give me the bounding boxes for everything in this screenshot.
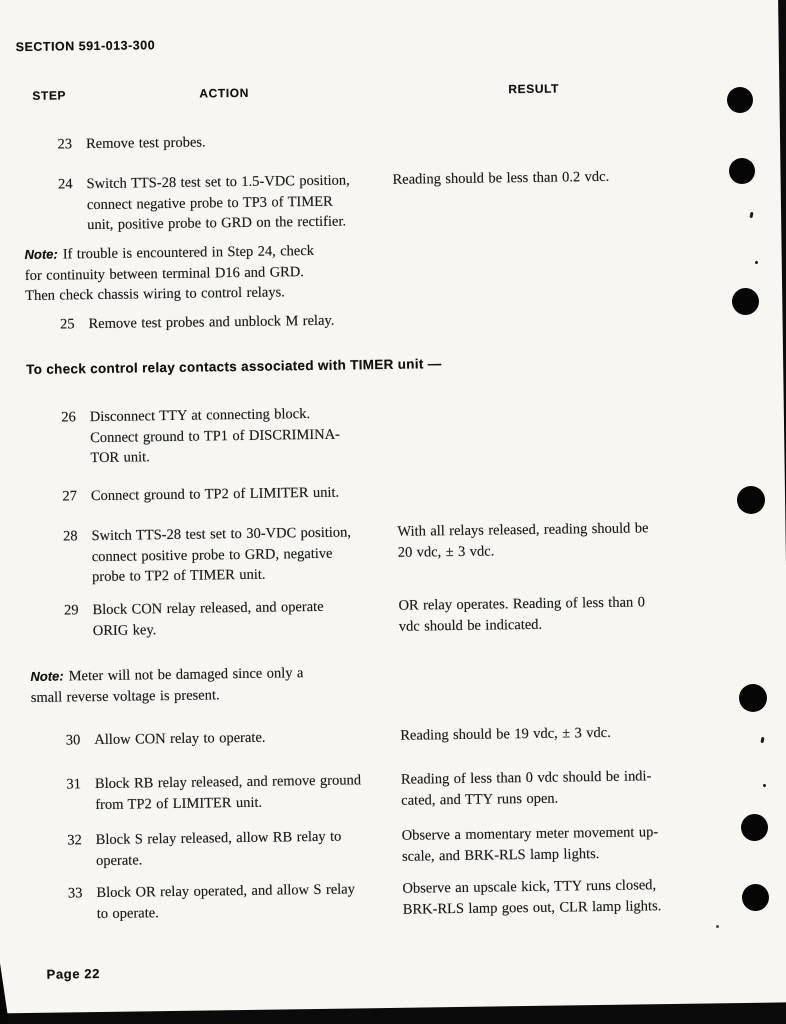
step-action: Connect ground to TP2 of LIMITER unit. — [90, 484, 340, 505]
step-number: 24 — [57, 176, 73, 193]
step-action: Block S relay released, allow RB relay to operate. — [95, 828, 342, 869]
note — [30, 662, 393, 708]
step-action: Block CON relay released, and operate ORIG key. — [92, 598, 324, 639]
step-result: Reading should be less than 0.2 vdc. — [392, 168, 610, 188]
step-number: 30 — [65, 732, 81, 749]
column-header-result: RESULT — [508, 81, 560, 97]
table-row — [4, 764, 786, 813]
step-number: 23 — [57, 136, 73, 153]
step-action: Remove test probes. — [85, 134, 206, 153]
note-text: Meter will not be damaged since only a small reverse voltage is present. — [30, 665, 304, 706]
note-label: Note: — [30, 668, 64, 684]
step-result: Observe a momentary meter movement up- scale, and BRK-RLS lamp lights. — [401, 824, 659, 865]
step-action: Allow CON relay to operate. — [94, 729, 266, 749]
step-action: Block OR relay operated, and allow S relay to operate. — [96, 881, 356, 922]
step-result: Reading should be 19 vdc, ± 3 vdc. — [400, 724, 611, 744]
step-action: Switch TTS-28 test set to 1.5-VDC position, connect negative probe to TP3 of TIMER unit, positive probe to GRD on the rectifier. — [86, 172, 350, 234]
step-number: 26 — [61, 409, 76, 426]
column-header-action: ACTION — [199, 85, 250, 101]
step-number: 29 — [63, 602, 79, 619]
table-row — [1, 590, 786, 639]
table-row — [5, 873, 786, 922]
column-header-step: STEP — [32, 88, 67, 103]
step-number: 33 — [67, 885, 83, 902]
table-row — [0, 516, 786, 586]
page-number: Page 22 — [46, 966, 101, 982]
step-result: Reading of less than 0 vdc should be indi- cated, and TTY runs open. — [400, 768, 652, 809]
table-row — [0, 397, 785, 467]
step-action: Remove test probes and unblock M relay. — [88, 312, 335, 333]
table-row — [5, 820, 786, 869]
step-number: 25 — [59, 316, 75, 333]
step-number: 27 — [62, 488, 78, 505]
step-result: Observe an upscale kick, TTY runs closed, BRK-RLS lamp goes out, CLR lamp lights. — [402, 877, 662, 918]
table-row — [0, 476, 786, 505]
step-action: Switch TTS-28 test set to 30-VDC position, connect positive probe to GRD, negative probe to TP2 of TIMER unit. — [91, 524, 352, 586]
note-label: Note: — [24, 246, 58, 262]
step-result: OR relay operates. Reading of less than 0 vdc should be indicated. — [398, 594, 646, 635]
table-row — [0, 304, 783, 333]
step-number: 32 — [67, 832, 82, 849]
step-action: Block RB relay released, and remove ground from TP2 of LIMITER unit. — [94, 772, 362, 813]
step-number: 28 — [62, 528, 78, 545]
step-number: 31 — [66, 776, 82, 793]
step-result: With all relays released, reading should be 20 vdc, ± 3 vdc. — [397, 520, 649, 561]
procedure-heading: To check control relay contacts associated with TIMER unit — — [26, 356, 442, 377]
section-header: SECTION 591-013-300 — [15, 38, 156, 55]
note-text: If trouble is encountered in Step 24, check for continuity between terminal D16 and GRD. Then check chassis wiring to control relays. — [24, 242, 315, 305]
note — [24, 240, 387, 307]
table-row — [3, 720, 786, 749]
table-row — [0, 164, 781, 234]
step-action: Disconnect TTY at connecting block. Connect ground to TP1 of DISCRIMINA- TOR unit. — [89, 406, 341, 467]
table-row — [0, 124, 781, 153]
